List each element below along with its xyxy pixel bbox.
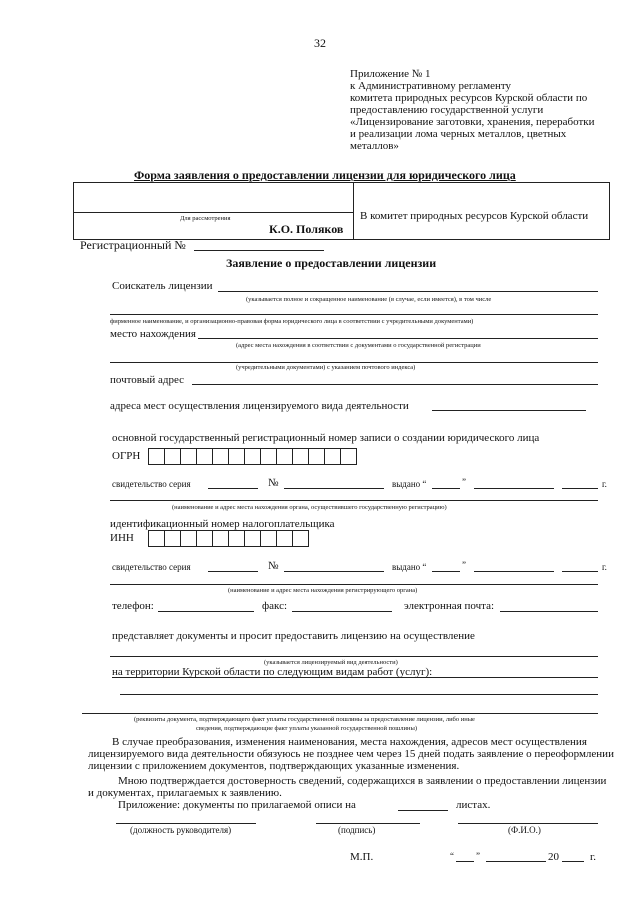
appendix-line: к Административному регламенту <box>350 80 512 92</box>
date-month-field[interactable] <box>486 861 546 862</box>
name-caption: (Ф.И.О.) <box>508 825 541 835</box>
signature-caption: (подпись) <box>338 825 376 835</box>
cert2-number-label: № <box>268 560 279 572</box>
cert1-authority-field[interactable] <box>110 500 598 501</box>
cert2-year-suffix: г. <box>602 562 607 572</box>
reg-number-field[interactable] <box>194 250 324 251</box>
cert1-series-field[interactable] <box>208 488 258 489</box>
appendix-line: предоставлению государственной услуги <box>350 104 544 116</box>
header-table-column-divider <box>353 182 354 239</box>
confirmation-line: и документах, прилагаемых к заявлению. <box>88 787 282 799</box>
phone-field[interactable] <box>158 611 254 612</box>
date-year-field[interactable] <box>562 861 584 862</box>
name-field[interactable] <box>458 823 598 824</box>
cert1-quote: ” <box>462 477 466 487</box>
obligation-line: В случае преобразования, изменения наименования, места нахождения, адресов мест осуществления <box>112 736 587 748</box>
works-field-2[interactable] <box>120 694 598 695</box>
cert1-year-field[interactable] <box>562 488 598 489</box>
activity-places-label: адреса мест осуществления лицензируемого вида деятельности <box>110 400 409 412</box>
payment-hint-2: сведения, подтверждающие факт уплаты указанной государственной пошлины) <box>196 725 418 732</box>
applicant-field[interactable] <box>218 291 598 292</box>
attachment-text: Приложение: документы по прилагаемой описи на <box>118 799 356 811</box>
attachment-sheets-label: листах. <box>456 799 491 811</box>
obligation-line: лицензии с приложением документов, подтверждающих указанные изменения. <box>88 760 460 772</box>
obligation-line: лицензируемого вида деятельности обязуюсь не позднее чем через 15 дней подать заявление о переоформлении <box>88 748 614 760</box>
cert2-series-label: свидетельство серия <box>112 562 191 572</box>
email-field[interactable] <box>500 611 598 612</box>
territory-text: на территории Курской области по следующим видам работ (услуг): <box>112 666 433 678</box>
cert2-authority-field[interactable] <box>110 584 598 585</box>
confirmation-line: Мною подтверждается достоверность сведений, содержащихся в заявлении о предоставлении лицензии <box>118 775 607 787</box>
stamp-label: М.П. <box>350 851 374 863</box>
cert2-quote: ” <box>462 560 466 570</box>
inn-cells[interactable] <box>148 530 309 547</box>
cert2-year-field[interactable] <box>562 571 598 572</box>
ogrn-label: ОГРН <box>112 450 141 462</box>
cert1-year-suffix: г. <box>602 479 607 489</box>
header-table-divider <box>73 212 353 213</box>
cert1-month-field[interactable] <box>474 488 554 489</box>
email-label: электронная почта: <box>404 600 495 612</box>
cert1-day-field[interactable] <box>432 488 460 489</box>
cert2-hint: (наименование и адрес места нахождения регистрирующего органа) <box>228 587 418 594</box>
appendix-line: «Лицензирование заготовки, хранения, переработки <box>350 116 595 128</box>
location-hint-2: (учредительными документами) с указанием почтового индекса) <box>236 364 416 371</box>
date-quote-open: “ <box>450 851 454 861</box>
signer-name: К.О. Поляков <box>269 222 344 236</box>
cert2-month-field[interactable] <box>474 571 554 572</box>
postal-field[interactable] <box>192 384 598 385</box>
postal-label: почтовый адрес <box>110 374 185 386</box>
applicant-label: Соискатель лицензии <box>112 280 213 292</box>
date-year-suffix: г. <box>590 851 597 863</box>
activity-hint: (указывается лицензируемый вид деятельности) <box>264 659 398 666</box>
reg-number-label: Регистрационный № <box>80 238 186 252</box>
appendix-line: Приложение № 1 <box>350 68 431 80</box>
location-field[interactable] <box>198 338 598 339</box>
location-label: место нахождения <box>110 328 196 340</box>
review-label: Для рассмотрения <box>180 215 231 222</box>
page-number: 32 <box>314 36 326 50</box>
applicant-hint-2: фирменное наименование, и организационно-правовая форма юридического лица в соответствии с учредительными документами) <box>110 318 474 325</box>
fax-field[interactable] <box>292 611 392 612</box>
applicant-hint: (указывается полное и сокращенное наименование (в случае, если имеется), в том числе <box>246 296 492 303</box>
applicant-field-2[interactable] <box>110 314 598 315</box>
cert1-issued-label: выдано “ <box>392 479 427 489</box>
cert1-number-field[interactable] <box>284 488 384 489</box>
cert2-issued-label: выдано “ <box>392 562 427 572</box>
date-year-prefix: 20 <box>548 851 559 863</box>
phone-label: телефон: <box>112 600 154 612</box>
location-hint: (адрес места нахождения в соответствии с документами о государственной регистрации <box>236 342 481 349</box>
ogrn-cells[interactable] <box>148 448 357 465</box>
location-field-2[interactable] <box>110 362 598 363</box>
ogrn-description: основной государственный регистрационный номер записи о создании юридического лица <box>112 432 540 444</box>
appendix-line: металлов» <box>350 140 399 152</box>
inn-label: ИНН <box>110 532 134 544</box>
form-title: Форма заявления о предоставлении лицензии для юридического лица <box>134 168 516 182</box>
cert1-number-label: № <box>268 477 279 489</box>
activity-field[interactable] <box>110 656 598 657</box>
inn-description: идентификационный номер налогоплательщика <box>110 518 335 530</box>
works-field[interactable] <box>112 677 598 678</box>
date-quote-close: ” <box>476 851 480 861</box>
payment-hint: (реквизиты документа, подтверждающего факт уплаты государственной пошлины за предоставление лицензии, либо иные <box>134 716 475 723</box>
appendix-line: комитета природных ресурсов Курской области по <box>350 92 588 104</box>
cert2-series-field[interactable] <box>208 571 258 572</box>
cert1-series-label: свидетельство серия <box>112 479 191 489</box>
signature-field[interactable] <box>316 823 420 824</box>
date-day-field[interactable] <box>456 861 474 862</box>
position-caption: (должность руководителя) <box>130 825 232 835</box>
appendix-line: и реализации лома черных металлов, цветных <box>350 128 567 140</box>
cert2-day-field[interactable] <box>432 571 460 572</box>
recipient: В комитет природных ресурсов Курской области <box>360 210 589 222</box>
attachment-sheets-field[interactable] <box>398 810 448 811</box>
cert1-hint: (наименование и адрес места нахождения органа, осуществившего государственную регистрацию) <box>172 504 447 511</box>
position-field[interactable] <box>116 823 256 824</box>
application-title: Заявление о предоставлении лицензии <box>226 256 437 270</box>
request-text: представляет документы и просит предоставить лицензию на осуществление <box>112 630 475 642</box>
fax-label: факс: <box>262 600 288 612</box>
payment-field[interactable] <box>82 713 598 714</box>
cert2-number-field[interactable] <box>284 571 384 572</box>
activity-places-field[interactable] <box>432 410 586 411</box>
